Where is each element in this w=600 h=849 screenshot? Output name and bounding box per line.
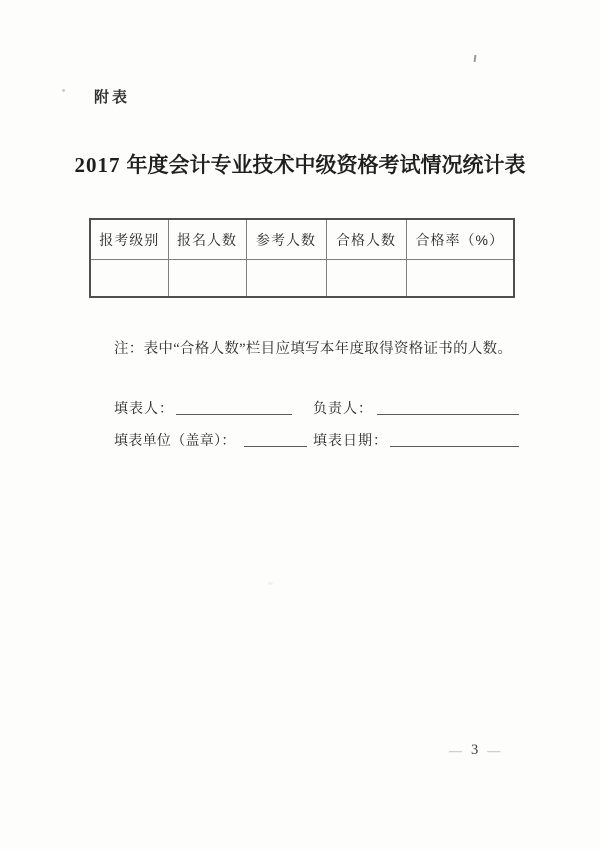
table-header-level: 报考级别 (90, 219, 168, 260)
unit-blank-line (244, 446, 307, 447)
filler-blank-line (176, 414, 292, 415)
page-footer (449, 742, 500, 759)
appendix-label: 附表 (94, 89, 131, 106)
page-number: 3 (471, 742, 479, 758)
manager-blank-line (377, 414, 519, 415)
table-cell-attended (246, 260, 326, 298)
scan-artifact (62, 89, 65, 92)
filler-label: 填表人： (114, 402, 174, 417)
form-line-2 (0, 430, 600, 450)
date-label: 填表日期： (313, 434, 388, 449)
footer-dash-right: — (487, 743, 501, 758)
table-header-pass-rate: 合格率（%） (406, 219, 514, 260)
document-title (0, 149, 600, 179)
table-header-registered: 报名人数 (168, 219, 246, 260)
table-cell-level (90, 260, 168, 298)
scan-artifact (268, 582, 273, 585)
table-cell-passed (326, 260, 406, 298)
note-text: 注：表中“合格人数”栏目应填写本年度取得资格证书的人数。 (114, 341, 513, 357)
table-header-passed: 合格人数 (326, 219, 406, 260)
table-row (90, 260, 514, 298)
table-header-attended: 参考人数 (246, 219, 326, 260)
manager-label: 负责人： (313, 402, 373, 417)
document-title-year: 2017 (74, 153, 121, 177)
table-cell-registered (168, 260, 246, 298)
footer-dash-left: — (449, 743, 462, 758)
table-cell-pass-rate (406, 260, 514, 298)
date-blank-line (390, 446, 519, 447)
form-line-1 (0, 398, 600, 418)
scan-artifact (474, 55, 477, 62)
unit-label: 填表单位（盖章）： (114, 434, 236, 449)
statistics-table (89, 218, 515, 298)
table-header-row (90, 219, 514, 260)
document-title-text: 年度会计专业技术中级资格考试情况统计表 (126, 154, 526, 177)
